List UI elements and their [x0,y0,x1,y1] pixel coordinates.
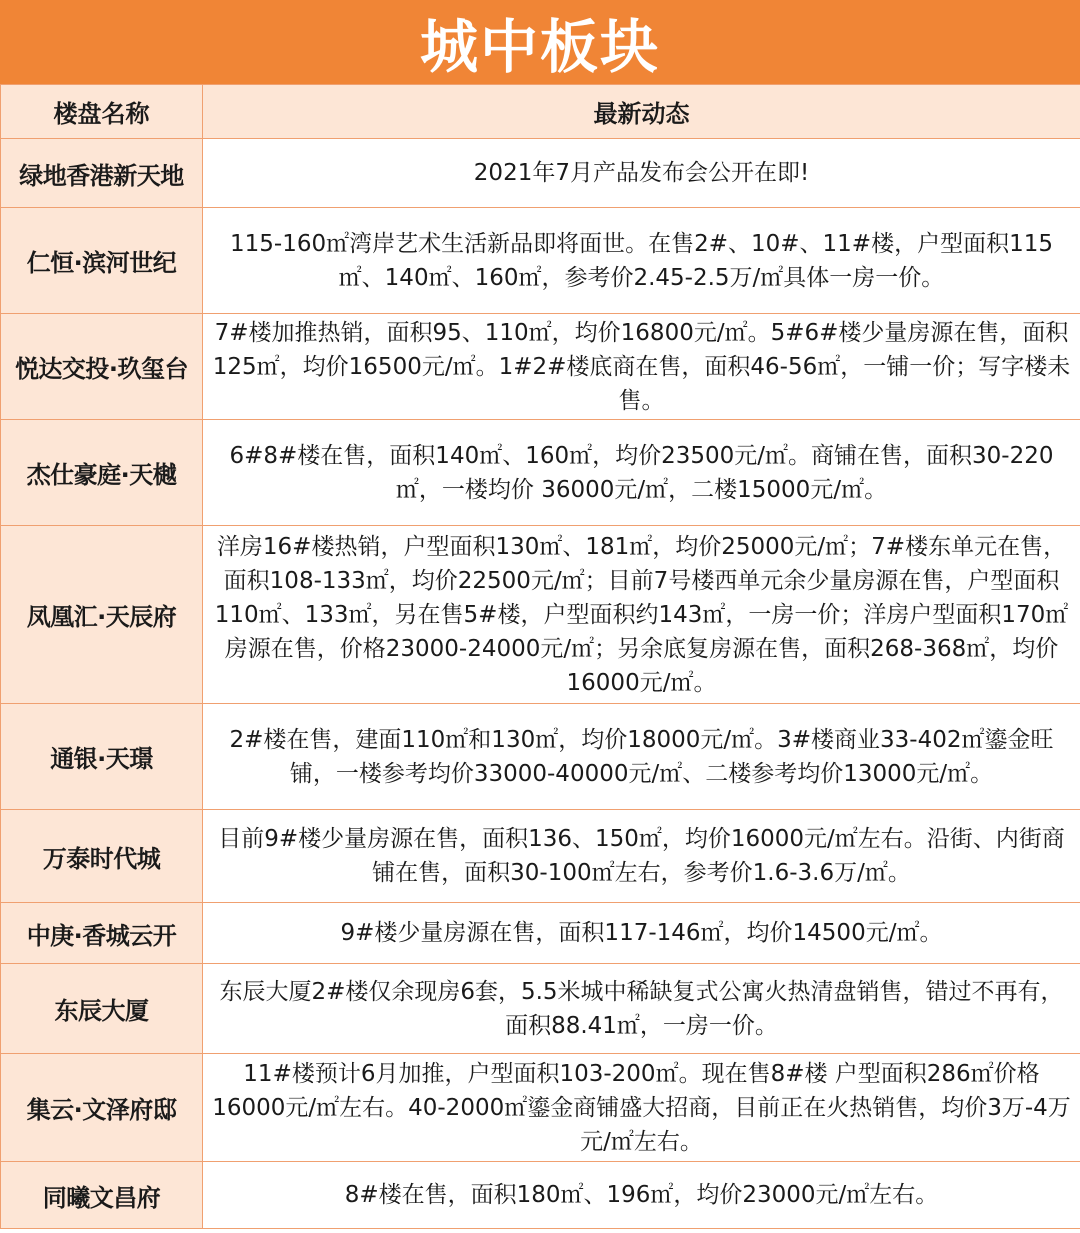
property-name: 中庚·香城云开 [1,903,203,964]
header-property-name: 楼盘名称 [1,85,203,139]
page-title: 城中板块 [0,0,1080,84]
property-news: 2#楼在售，建面110㎡和130㎡，均价18000元/㎡。3#楼商业33-402㎡鎏金旺铺，一楼参考均价33000-40000元/㎡、二楼参考均价13000元/㎡。 [203,704,1080,810]
table-row [1,314,1080,420]
property-name: 绿地香港新天地 [1,139,203,208]
table-row [1,1054,1080,1162]
property-name: 仁恒·滨河世纪 [1,208,203,314]
property-name: 集云·文泽府邸 [1,1054,203,1162]
table-row [1,208,1080,314]
property-name: 杰仕豪庭·天樾 [1,420,203,526]
property-news: 东辰大厦2#楼仅余现房6套，5.5米城中稀缺复式公寓火热清盘销售，错过不再有，面积88.41㎡，一房一价。 [203,964,1080,1054]
table-row [1,139,1080,208]
property-news: 6#8#楼在售，面积140㎡、160㎡，均价23500元/㎡。商铺在售，面积30-220㎡，一楼均价 36000元/㎡，二楼15000元/㎡。 [203,420,1080,526]
property-news: 洋房16#楼热销，户型面积130㎡、181㎡，均价25000元/㎡；7#楼东单元在售，面积108-133㎡，均价22500元/㎡；目前7号楼西单元余少量房源在售，户型面积110㎡、133㎡，另在售5#楼，户型面积约143㎡，一房一价；洋房户型面积170㎡房源在售，价格23000-24000元/㎡；另余底复房源在售，面积268-368㎡，均价16000元/㎡。 [203,526,1080,704]
table-row [1,1162,1080,1229]
table-row [1,903,1080,964]
table-row [1,420,1080,526]
property-name: 同曦文昌府 [1,1162,203,1229]
table-row [1,704,1080,810]
property-table [0,84,1080,1229]
property-name: 通银·天璟 [1,704,203,810]
table-row [1,810,1080,903]
property-news: 8#楼在售，面积180㎡、196㎡，均价23000元/㎡左右。 [203,1162,1080,1229]
property-news: 115-160㎡湾岸艺术生活新品即将面世。在售2#、10#、11#楼，户型面积115㎡、140㎡、160㎡，参考价2.45-2.5万/㎡具体一房一价。 [203,208,1080,314]
property-news: 2021年7月产品发布会公开在即! [203,139,1080,208]
property-name: 东辰大厦 [1,964,203,1054]
table-header-row [1,85,1080,139]
table-row [1,526,1080,704]
property-news: 11#楼预计6月加推，户型面积103-200㎡。现在售8#楼 户型面积286㎡价格16000元/㎡左右。40-2000㎡鎏金商铺盛大招商，目前正在火热销售，均价3万-4万元/㎡左右。 [203,1054,1080,1162]
property-name: 悦达交投·玖玺台 [1,314,203,420]
property-name: 凤凰汇·天辰府 [1,526,203,704]
table-row [1,964,1080,1054]
header-latest-news: 最新动态 [203,85,1080,139]
property-name: 万泰时代城 [1,810,203,903]
property-news: 7#楼加推热销，面积95、110㎡，均价16800元/㎡。5#6#楼少量房源在售，面积125㎡，均价16500元/㎡。1#2#楼底商在售，面积46-56㎡，一铺一价；写字楼未售。 [203,314,1080,420]
property-news: 9#楼少量房源在售，面积117-146㎡，均价14500元/㎡。 [203,903,1080,964]
property-news: 目前9#楼少量房源在售，面积136、150㎡，均价16000元/㎡左右。沿街、内街商铺在售，面积30-100㎡左右，参考价1.6-3.6万/㎡。 [203,810,1080,903]
